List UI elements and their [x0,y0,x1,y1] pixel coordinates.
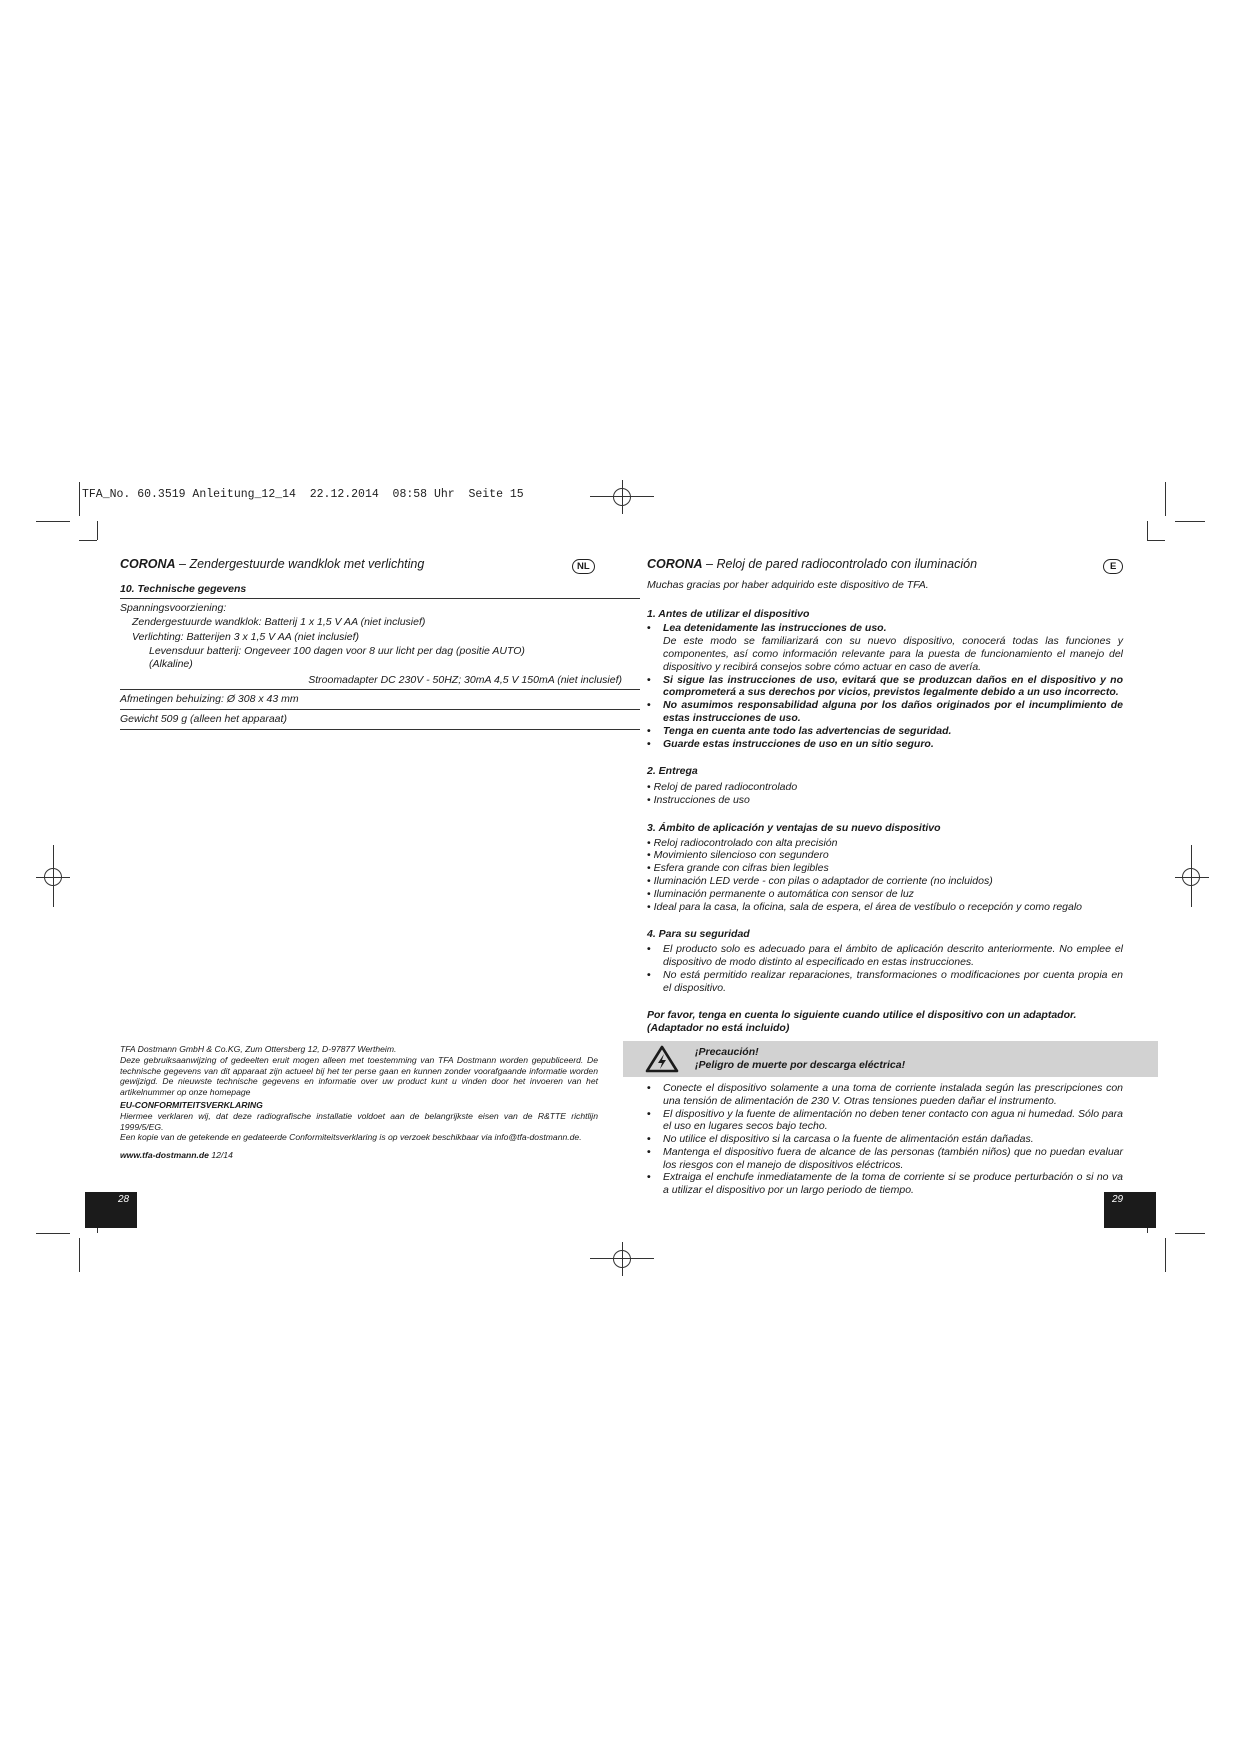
list-item: • Movimiento silencioso con segundero [647,849,1123,862]
spec-lighting: Verlichting: Batterijen 3 x 1,5 V AA (niet inclusief) [132,631,360,644]
section-3-title: 3. Ámbito de aplicación y ventajas de su nuevo dispositivo [647,821,941,834]
section-4-list [647,943,1123,994]
adapter-note-sub: (Adaptador no está incluido) [647,1022,790,1035]
list-item: • Instrucciones de uso [647,794,1123,807]
right-title-brand: CORONA [647,557,703,571]
list-item: • Tenga en cuenta ante todo las advertencias de seguridad. [647,725,1123,738]
electric-hazard-icon [645,1045,679,1073]
list-item: • Reloj radiocontrolado con alta precisión [647,837,1123,850]
footer-website-link[interactable]: www.tfa-dostmann.de [120,1150,209,1161]
list-item: • El dispositivo y la fuente de alimentación no deben tener contacto con agua ni humedad. Sólo para el uso en lugares secos bajo techo. [647,1108,1123,1134]
list-item: • El producto solo es adecuado para el ámbito de aplicación descrito anteriormente. No emplee el dispositivo de modo distinto al especificado en estas instrucciones. [647,943,1123,969]
list-item: • No está permitido realizar reparaciones, transformaciones o modificaciones por cuenta propia en el dispositivo. [647,969,1123,995]
list-item: • Iluminación LED verde - con pilas o adaptador de corriente (no incluidos) [647,875,1123,888]
warning-title: ¡Precaución! [695,1045,759,1058]
section-2-title: 2. Entrega [647,765,698,778]
right-title-text: – Reloj de pared radiocontrolado con iluminación [702,557,978,571]
list-item: • Guarde estas instrucciones de uso en un sitio seguro. [647,738,1123,751]
spec-dimensions: Afmetingen behuizing: Ø 308 x 43 mm [120,693,299,706]
page-number-left [85,1192,137,1228]
right-page [647,558,1123,1197]
spec-adapter: Stroomadapter DC 230V - 50HZ; 30mA 4,5 V 150mA (niet inclusief) [308,673,622,686]
list-item: • Mantenga el dispositivo fuera de alcance de las personas (también niños) que no puedan evaluar los riesgos con el manejo de dispositivos eléctricos. [647,1146,1123,1172]
left-page-footer [120,1044,598,1161]
section-technical-data: 10. Technische gegevens [120,583,640,599]
lang-badge-nl: NL [572,559,595,574]
page-number-left-text: 28 [118,1194,130,1205]
footer-eu-text: Hiermee verklaren wij, dat deze radiografische installatie voldoet aan de belangrijkste eisen van de R&TTE richtlijn 1999/5/EG. [120,1110,598,1132]
printer-slug: TFA_No. 60.3519 Anleitung_12_14 22.12.2014 08:58 Uhr Seite 15 [82,488,524,501]
left-page-title [120,558,640,571]
list-item: • Iluminación permanente o automática con sensor de luz [647,888,1123,901]
list-item-detail: De este modo se familiarizará con su nuevo dispositivo, conocerá todas las funciones y componentes, así como información relevante para la puesta de funcionamiento el manejo del dispositivo y recibirá consejos sobre cómo actuar en caso de avería. [663,635,1123,673]
list-item: • Reloj de pared radiocontrolado [647,781,1123,794]
footer-address: TFA Dostmann GmbH & Co.KG, Zum Ottersberg 12, D-97877 Wertheim. [120,1044,397,1054]
list-item: • Esfera grande con cifras bien legibles [647,862,1123,875]
footer-copyright: Deze gebruiksaanwijzing of gedeelten eruit mogen alleen met toestemming van TFA Dostmann worden gepubliceerd. De technische gegevens van dit apparaat zijn actueel bij het ter perse gaan en kunnen zonder voorafgaande informatie worden gewijzigd. De nieuwste technische gegevens en informatie over uw product kunt u vinden door het invoeren van het artikelnummer op onze homepage [120,1054,598,1098]
section-2-list [647,781,1123,807]
right-page-title [647,558,1123,571]
spec-battery-type: (Alkaline) [149,657,193,670]
left-title-brand: CORONA [120,557,176,571]
spec-table [120,601,640,730]
section-3-list [647,837,1123,914]
section-1-title: 1. Antes de utilizar el dispositivo [647,607,810,620]
list-item: • Extraiga el enchufe inmediatamente de la toma de corriente si se produce perturbación o si no va a utilizar el dispositivo por un largo periodo de tiempo. [647,1171,1123,1197]
list-item: • Conecte el dispositivo solamente a una toma de corriente instalada según las prescripciones con una tensión de alimentación de 230 V. Otras tensiones pueden dañar el instrumento. [647,1082,1123,1108]
list-item: • Lea detenidamente las instrucciones de uso. De este modo se familiarizará con su nuevo dispositivo, conocerá todas las funciones y componentes, así como información relevante para la puesta de funcionamiento el manejo del dispositivo y recibirá consejos sobre cómo actuar en caso de avería. [647,622,1123,673]
footer-eu-heading: EU-CONFORMITEITSVERKLARING [120,1099,263,1110]
spec-battery-life: Levensduur batterij: Ongeveer 100 dagen voor 8 uur licht per dag (positie AUTO) [149,644,525,657]
list-item: • No asumimos responsabilidad alguna por los daños originados por el incumplimiento de estas instrucciones de uso. [647,699,1123,725]
footer-copy-text: Een kopie van de getekende en gedateerde Conformiteitsverklaring is op verzoek beschikbaar via info@tfa-dostmann.de. [120,1132,582,1143]
left-title-text: – Zendergestuurde wandklok met verlichting [175,557,425,571]
spec-supply-label: Spanningsvoorziening: [120,601,227,614]
warning-list [647,1082,1123,1197]
section-4-title: 4. Para su seguridad [647,928,750,941]
spec-transmitter: Zendergestuurde wandklok: Batterij 1 x 1,5 V AA (niet inclusief) [132,616,426,629]
intro-text: Muchas gracias por haber adquirido este dispositivo de TFA. [647,578,929,591]
warning-banner [623,1041,1158,1077]
list-item: • Ideal para la casa, la oficina, sala de espera, el área de vestíbulo o recepción y como regalo [647,901,1123,914]
footer-date: 12/14 [208,1150,233,1161]
page-number-right-text: 29 [1112,1194,1124,1205]
lang-badge-es: E [1103,559,1123,574]
list-item: • Si sigue las instrucciones de uso, evitará que se produzcan daños en el dispositivo y no comprometerá a sus derechos por vicios, previstos legalmente debido a un uso incorrecto. [647,674,1123,700]
list-item: • No utilice el dispositivo si la carcasa o la fuente de alimentación están dañadas. [647,1133,1123,1146]
adapter-note: Por favor, tenga en cuenta lo siguiente cuando utilice el dispositivo con un adaptador. [647,1009,1077,1022]
warning-text: ¡Peligro de muerte por descarga eléctrica! [695,1058,906,1071]
page-number-right [1104,1192,1156,1228]
spec-weight: Gewicht 509 g (alleen het apparaat) [120,713,287,726]
left-page [120,558,640,730]
section-1-list [647,622,1123,750]
